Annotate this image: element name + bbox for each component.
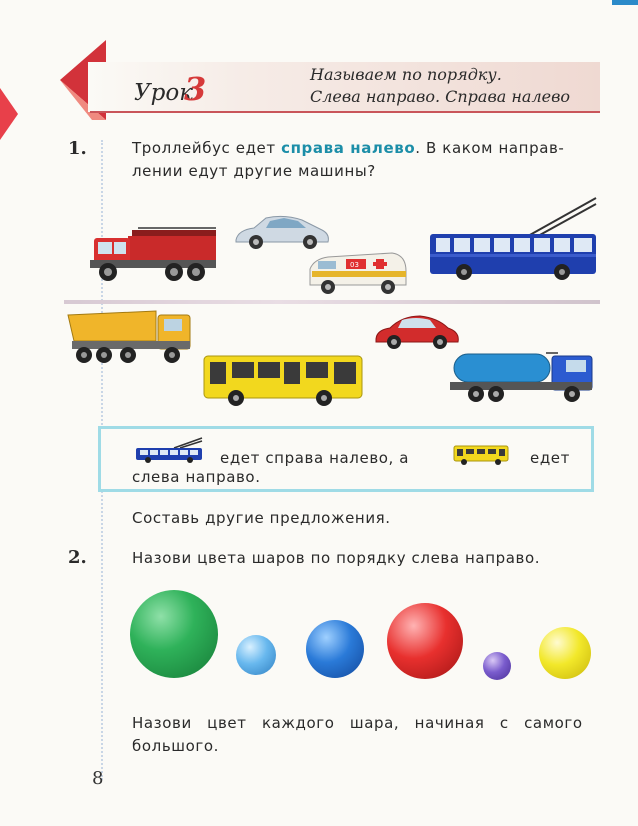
lesson-title-line2: Слева направо. Справа налево: [310, 87, 571, 106]
tanker-truck-image: [446, 346, 600, 408]
blue-ball: [306, 620, 364, 678]
lesson-label: Урок: [134, 80, 193, 106]
light-blue-ball: [236, 635, 276, 675]
answer-text-part1: едет справа налево, а: [220, 449, 410, 467]
lesson-number: 3: [184, 70, 207, 108]
lesson-title: [310, 64, 570, 108]
yellow-ball: [539, 627, 591, 679]
ambulance-image: [306, 247, 410, 295]
yellow-bus-icon: [452, 444, 510, 466]
lesson-title-line1: Называем по порядку.: [310, 65, 502, 84]
trolleybus-image: [428, 196, 600, 282]
page-number: 8: [92, 768, 104, 789]
yellow-bus-image: [202, 352, 364, 408]
task1-number: 1.: [68, 138, 87, 159]
red-ball: [387, 603, 463, 679]
task1-text: Троллейбус едет справа налево. В каком направ- лении едут другие машины?: [132, 139, 565, 180]
ambulance-number: 03: [350, 261, 359, 269]
trolleybus-icon: [134, 436, 206, 464]
task1-highlight: справа налево: [281, 139, 416, 157]
purple-ball: [483, 652, 511, 680]
answer-text-part2: едет: [530, 449, 570, 467]
picture-divider: [64, 300, 600, 304]
task1-followup: Составь другие предложения.: [132, 509, 391, 527]
green-ball: [130, 590, 218, 678]
answer-text-line2: слева направо.: [132, 468, 261, 486]
red-car-image: [372, 312, 462, 350]
fire-truck-image: [88, 220, 220, 284]
task2-text: Назови цвета шаров по порядку слева направо.: [132, 549, 541, 567]
task2-question: Назови цвет каждого шара, начиная с самого большого.: [132, 714, 583, 755]
top-right-tab: [612, 0, 638, 5]
task2-number: 2.: [68, 547, 87, 568]
dump-truck-image: [64, 307, 194, 369]
silver-car-image: [232, 212, 332, 252]
header-underline: [90, 111, 600, 113]
